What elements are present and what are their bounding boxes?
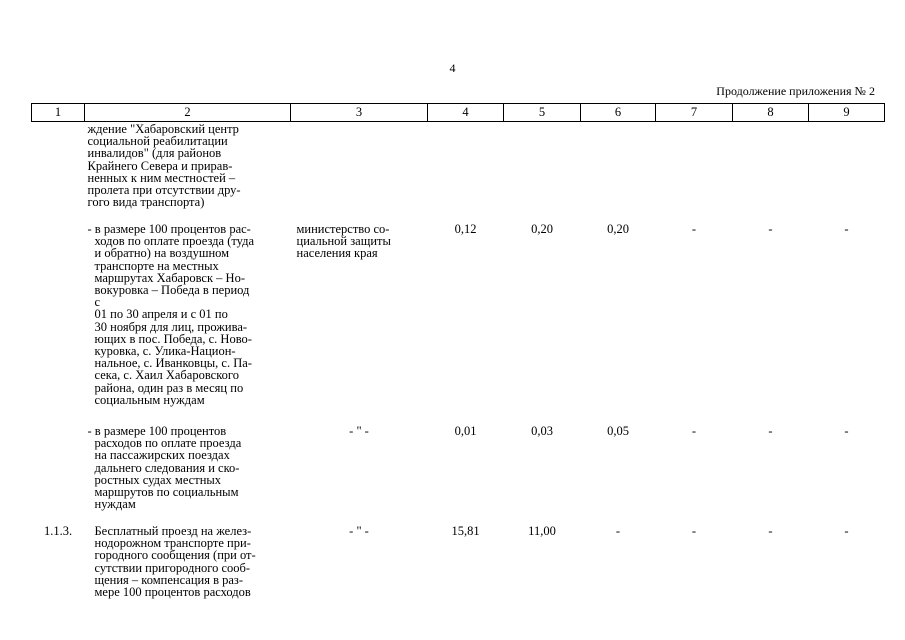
- description-line: с: [94, 295, 101, 310]
- organization-line: - " -: [349, 524, 369, 538]
- value-col-5: [504, 122, 581, 224]
- table-row: [32, 223, 885, 425]
- column-number: 5: [504, 104, 581, 122]
- description-line: района, один раз в месяц по: [94, 380, 244, 395]
- description-line: мере 100 процентов расходов: [94, 585, 251, 600]
- value-col-4: 0,01: [454, 424, 477, 438]
- description-line: Бесплатный проезд на желез-: [94, 524, 252, 538]
- description-line: сека, с. Хаил Хабаровского: [94, 368, 239, 383]
- row-description: [85, 525, 291, 605]
- value-col-7: -: [691, 222, 697, 236]
- column-number: 3: [291, 104, 428, 122]
- description-line: куровка, с. Улика-Национ-: [94, 344, 236, 359]
- value-col-4: 0,12: [454, 222, 477, 236]
- value-col-6: -: [615, 524, 621, 538]
- column-number-row: [32, 104, 885, 122]
- row-description: [85, 122, 291, 224]
- row-organization: [291, 425, 428, 525]
- row-description: [85, 425, 291, 525]
- description-line: социальной реабилитации: [87, 134, 228, 149]
- value-col-8: [733, 122, 809, 224]
- value-col-7: [656, 122, 733, 224]
- value-col-9: -: [844, 424, 849, 438]
- value-col-7: -: [691, 424, 697, 438]
- value-col-6: 0,20: [607, 222, 629, 236]
- description-line: городного сообщения (при от-: [94, 548, 256, 563]
- value-col-4: 15,81: [451, 524, 480, 538]
- description-line: дальнего следования и ско-: [94, 460, 240, 475]
- column-number: 2: [85, 104, 291, 122]
- description-line: инвалидов" (для районов: [87, 146, 222, 161]
- organization-line: циальной защиты: [296, 234, 391, 249]
- row-index: [32, 223, 85, 425]
- description-line: гого вида транспорта): [87, 195, 205, 210]
- appendix-table: [31, 103, 885, 605]
- description-line: на пассажирских поездах: [94, 448, 230, 463]
- description-line: пролета при отсутствии дру-: [87, 183, 241, 198]
- description-line: вокуровка – Победа в период: [94, 283, 250, 298]
- row-description: [85, 223, 291, 425]
- column-number: 7: [656, 104, 733, 122]
- appendix-continuation-caption: Продолжение приложения № 2: [716, 84, 875, 98]
- description-line: нодорожном транспорте при-: [94, 536, 251, 551]
- description-line: - в размере 100 процентов: [87, 424, 227, 438]
- value-col-5: 0,20: [531, 222, 553, 236]
- row-organization: [291, 223, 428, 425]
- description-line: и обратно) на воздушном: [94, 246, 230, 261]
- description-line: социальным нуждам: [94, 392, 205, 407]
- value-col-9: [809, 122, 885, 224]
- description-line: Крайнего Севера и прирав-: [87, 158, 233, 173]
- row-organization: [291, 122, 428, 224]
- description-line: расходов по оплате проезда: [94, 436, 242, 451]
- description-line: ждение "Хабаровский центр: [87, 122, 239, 136]
- table-row: [32, 525, 885, 605]
- organization-line: министерство со-: [296, 222, 390, 236]
- organization-line: - " -: [349, 424, 369, 438]
- description-line: ростных судах местных: [94, 472, 222, 487]
- value-col-8: -: [768, 222, 773, 236]
- value-col-5: 0,03: [531, 424, 553, 438]
- description-line: щения – компенсация в раз-: [94, 572, 244, 587]
- description-line: транспорте на местных: [94, 258, 219, 273]
- description-line: - в размере 100 процентов рас-: [87, 222, 251, 236]
- organization-line: населения края: [296, 246, 378, 261]
- value-col-4: [428, 122, 504, 224]
- row-index: [32, 122, 85, 224]
- value-col-9: -: [844, 222, 849, 236]
- value-col-8: -: [768, 524, 773, 538]
- column-number: 1: [32, 104, 85, 122]
- value-col-6: [581, 122, 656, 224]
- table-row: [32, 425, 885, 525]
- description-line: сутствии пригородного сооб-: [94, 560, 251, 575]
- page-number: 4: [449, 61, 456, 75]
- table-row: [32, 122, 885, 224]
- column-number: 8: [733, 104, 809, 122]
- column-number: 6: [581, 104, 656, 122]
- description-line: маршрутах Хабаровск – Но-: [94, 270, 245, 285]
- row-index: [32, 425, 85, 525]
- description-line: нальное, с. Иванковцы, с. Па-: [94, 356, 252, 371]
- description-line: ненных к ним местностей –: [87, 170, 236, 185]
- description-line: 30 ноября для лиц, прожива-: [94, 319, 248, 334]
- value-col-7: -: [691, 524, 697, 538]
- value-col-5: 11,00: [528, 524, 556, 538]
- value-col-6: 0,05: [607, 424, 629, 438]
- description-line: ходов по оплате проезда (туда: [94, 234, 255, 249]
- description-line: ющих в пос. Победа, с. Ново-: [94, 331, 252, 346]
- row-organization: [291, 525, 428, 605]
- value-col-8: -: [768, 424, 773, 438]
- description-line: маршрутов по социальным: [94, 485, 239, 500]
- value-col-9: -: [844, 524, 849, 538]
- column-number: 4: [428, 104, 504, 122]
- column-number: 9: [809, 104, 885, 122]
- row-index: 1.1.3.: [43, 524, 73, 538]
- description-line: 01 по 30 апреля и с 01 по: [94, 307, 228, 322]
- description-line: нуждам: [94, 497, 136, 512]
